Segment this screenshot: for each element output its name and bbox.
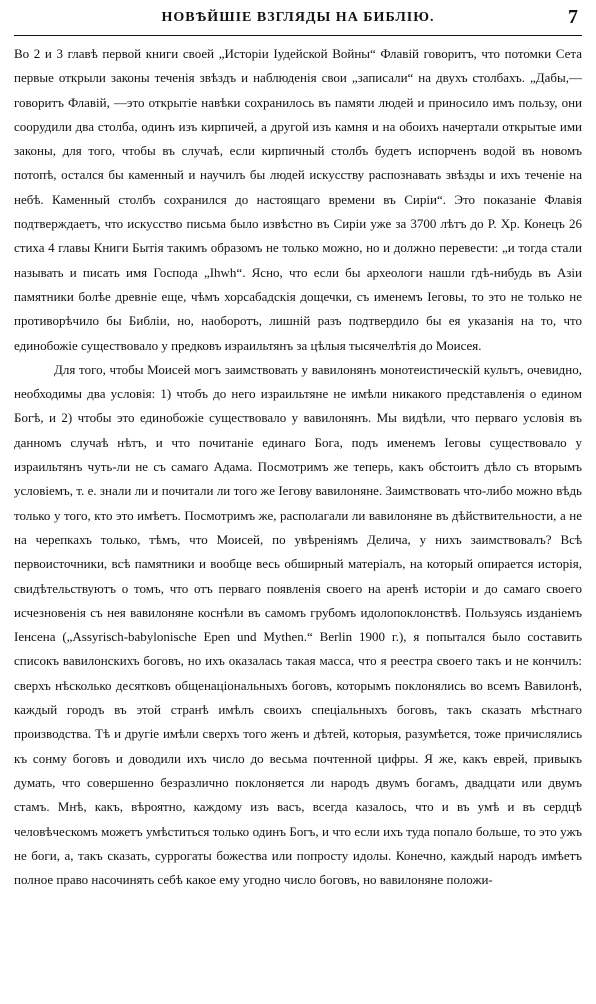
page-number: 7: [568, 6, 578, 28]
paragraph-1: Во 2 и 3 главѣ первой книги своей „Исторіи Іудейской Войны“ Флавій говоритъ, что потомки Сета первые открыли законы теченія звѣздъ и наблюденія свои „записали“ на двухъ столбахъ. „Дабы,—говоритъ Флавій, —это открытіе навѣки сохранилось въ памяти людей и приносило имъ пользу, они соорудили два столба, одинъ изъ кирпичей, а другой изъ камня и на обоихъ начертали открытые ими законы, для того, чтобы въ случаѣ, если кирпичный столбъ будетъ испорченъ водой въ новомъ потопѣ, остался бы каменный и научилъ бы людей искусству распознавать звѣзды и ихъ теченіе на небѣ. Каменный столбъ сохранился до настоящаго времени въ Сиріи“. Это показаніе Флавія подтверждаетъ, что искусство письма было извѣстно въ Сиріи уже за 3700 лѣтъ до Р. Хр. Конецъ 26 стиха 4 главы Книги Бытія такимъ образомъ не только можно, но и должно перевести: „и тогда стали называть и писать имя Господа „Ihwh“. Ясно, что если бы археологи нашли гдѣ-нибудь въ Азіи памятники болѣе древніе еще, чѣмъ хорсабадскія дощечки, съ именемъ Іеговы, то это не только не противорѣчило бы Библіи, но, наоборотъ, лишній разъ подтвердило бы ея указанія на то, что единобожіе существовало у предковъ израильтянъ за цѣлыя тысячелѣтія до Моисея.: [14, 46, 582, 353]
header-rule: [14, 35, 582, 36]
paragraph-2: Для того, чтобы Моисей могъ заимствовать у вавилонянъ монотеистическій культъ, очевидно, необходимы два условія: 1) чтобъ до него израильтяне не имѣли никакого представленія о едином Богѣ, и 2) чтобы это единобожіе существовало у вавилонянъ. Мы видѣли, что перваго условія въ данномъ случаѣ нѣтъ, и что почитаніе единаго Бога, подъ именемъ Іеговы существовало у израильтянъ чуть-ли не съ самаго Адама. Посмотримъ же теперь, какъ обстоитъ дѣло съ вторымъ условіемъ, т. е. знали ли и почитали ли того же Іегову вавилоняне. Заимствовать что-либо можно вѣдь только у того, кто это имѣетъ. Посмотримъ же, располагали ли вавилоняне въ дѣйствительности, а не на черепкахъ только, тѣмъ, что Моисей, по увѣреніямъ Делича, у нихъ заимствовалъ? Всѣ первоисточники, всѣ памятники и вообще весь обширный матеріалъ, на который опирается исторія, свидѣтельствуютъ о томъ, что отъ перваго появленія своего на аренѣ исторіи и до самаго своего исчезновенія съ нея вавилоняне коснѣли въ самомъ грубомъ идолопоклонствѣ. Пользуясь изданіемъ Іенсена („Assyrisch-babylonische Epen und Mythen.“ Berlin 1900 г.), я попытался было составить списокъ вавилонскихъ боговъ, но ихъ оказалась такая масса, что я реестра своего такъ и не кончилъ: сверхъ нѣсколько десятковъ общенаціональныхъ боговъ, которымъ поклонялись во всемъ Вавилонѣ, каждый городъ въ этой странѣ имѣлъ своихъ спеціальныхъ боговъ, такъ сказать мѣстнаго производства. Тѣ и другіе имѣли сверхъ того женъ и дѣтей, которыя, разумѣется, тоже причислялись къ сонму боговъ и доводили ихъ число до весьма почтенной цифры. Я же, какъ еврей, привыкъ думать, что совершенно безразлично поклоняется ли народъ двумъ богамъ, двадцати или двумъ стамъ. Мнѣ, какъ, вѣроятно, каждому изъ васъ, всегда казалось, что и въ умѣ и въ сердцѣ человѣческомъ можетъ умѣститься только одинъ Богъ, и что если ихъ туда попало больше, то это ужъ не боги, а, такъ сказать, суррогаты божества или попросту идолы. Конечно, каждый народъ имѣетъ полное право насочинять себѣ какое ему угодно число боговъ, но вавилоняне положи-: [14, 361, 582, 888]
running-title: НОВѢЙШІЕ ВЗГЛЯДЫ НА БИБЛІЮ.: [161, 10, 435, 25]
body-text: [14, 42, 582, 892]
running-head: [14, 4, 582, 34]
